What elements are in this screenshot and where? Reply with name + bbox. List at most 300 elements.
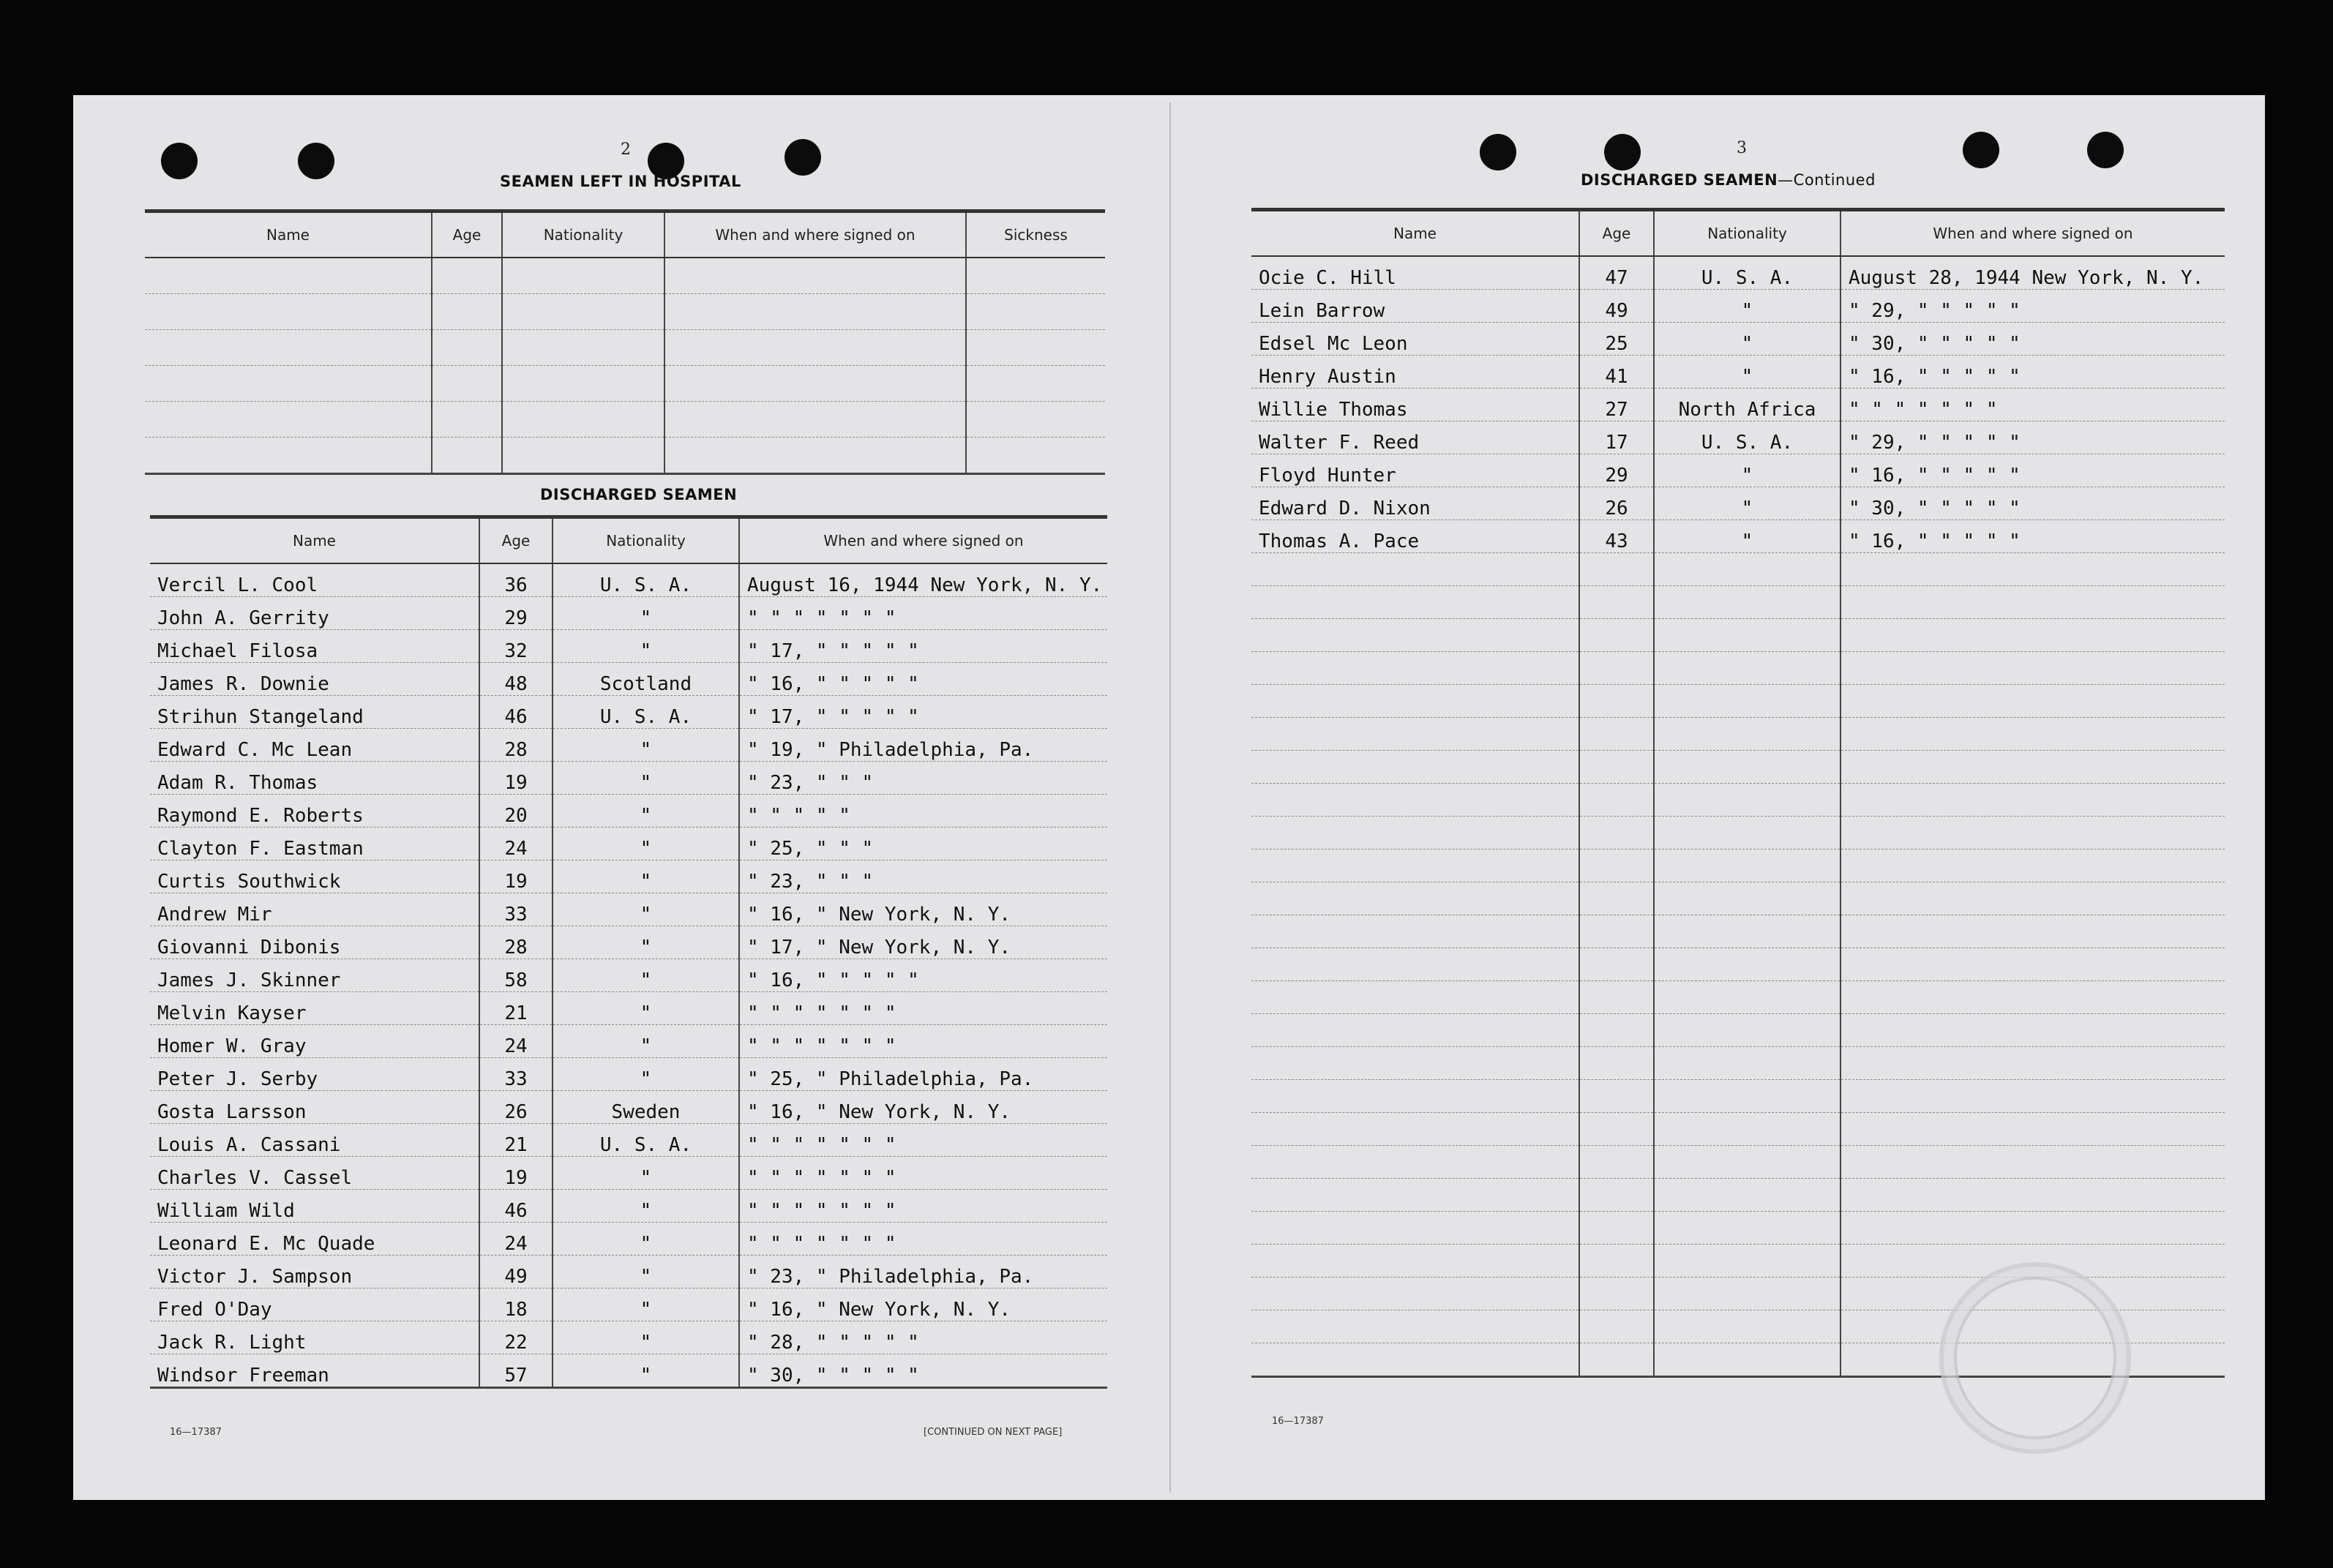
blank-row bbox=[1251, 1146, 2225, 1179]
age-cell: 58 bbox=[479, 959, 553, 992]
name-cell: Giovanni Dibonis bbox=[150, 926, 479, 959]
age-cell bbox=[1579, 1245, 1654, 1278]
age-cell: 46 bbox=[479, 696, 553, 729]
nationality-cell bbox=[1654, 981, 1840, 1014]
nationality-cell bbox=[502, 402, 664, 438]
name-cell: Edsel Mc Leon bbox=[1251, 323, 1579, 356]
table-row bbox=[150, 795, 1107, 828]
punch-hole bbox=[2087, 132, 2124, 168]
signed-on-cell bbox=[1840, 981, 2225, 1014]
signed-on-cell bbox=[1840, 817, 2225, 849]
hospital-table bbox=[145, 209, 1105, 475]
age-cell bbox=[1579, 685, 1654, 718]
name-cell: James J. Skinner bbox=[150, 959, 479, 992]
punch-hole bbox=[1480, 134, 1516, 170]
age-cell bbox=[1579, 915, 1654, 948]
signed-on-cell: " " " " " " " bbox=[739, 1223, 1107, 1256]
nationality-cell bbox=[1654, 817, 1840, 849]
age-cell bbox=[432, 438, 502, 474]
age-cell bbox=[432, 294, 502, 330]
signed-on-cell: August 28, 1944 New York, N. Y. bbox=[1840, 256, 2225, 290]
nationality-cell: " bbox=[553, 926, 739, 959]
blank-row bbox=[145, 366, 1105, 402]
table-row bbox=[150, 959, 1107, 992]
table-row bbox=[150, 926, 1107, 959]
signed-on-cell bbox=[664, 330, 966, 366]
signed-on-cell bbox=[1840, 685, 2225, 718]
name-cell bbox=[1251, 586, 1579, 619]
age-cell bbox=[1579, 1212, 1654, 1245]
signed-on-cell: " 19, " Philadelphia, Pa. bbox=[739, 729, 1107, 762]
name-cell bbox=[1251, 849, 1579, 882]
signed-on-cell bbox=[1840, 1113, 2225, 1146]
nationality-cell: " bbox=[553, 1288, 739, 1321]
signed-on-cell: " 23, " Philadelphia, Pa. bbox=[739, 1256, 1107, 1288]
name-cell: Clayton F. Eastman bbox=[150, 828, 479, 860]
nationality-cell bbox=[1654, 751, 1840, 784]
age-cell: 28 bbox=[479, 926, 553, 959]
nationality-cell: " bbox=[553, 959, 739, 992]
blank-row bbox=[145, 294, 1105, 330]
age-cell: 21 bbox=[479, 992, 553, 1025]
name-cell: Willie Thomas bbox=[1251, 389, 1579, 421]
signed-on-cell: " 16, " New York, N. Y. bbox=[739, 1091, 1107, 1124]
signed-on-cell bbox=[1840, 553, 2225, 586]
signed-on-cell: " 25, " Philadelphia, Pa. bbox=[739, 1058, 1107, 1091]
sickness-cell bbox=[966, 330, 1105, 366]
name-cell bbox=[1251, 751, 1579, 784]
signed-on-cell bbox=[664, 438, 966, 474]
signed-on-cell: " 28, " " " " " bbox=[739, 1321, 1107, 1354]
name-cell: Leonard E. Mc Quade bbox=[150, 1223, 479, 1256]
nationality-cell: " bbox=[553, 597, 739, 630]
age-cell: 27 bbox=[1579, 389, 1654, 421]
name-cell: Windsor Freeman bbox=[150, 1354, 479, 1388]
punch-hole bbox=[1604, 134, 1641, 170]
age-cell bbox=[1579, 1113, 1654, 1146]
name-cell bbox=[1251, 1212, 1579, 1245]
name-cell bbox=[145, 402, 432, 438]
signed-on-cell: " 29, " " " " " bbox=[1840, 421, 2225, 454]
name-cell: Lein Barrow bbox=[1251, 290, 1579, 323]
table-row bbox=[1251, 356, 2225, 389]
table-row bbox=[150, 1025, 1107, 1058]
name-cell: Michael Filosa bbox=[150, 630, 479, 663]
sickness-cell bbox=[966, 366, 1105, 402]
nationality-cell bbox=[1654, 1113, 1840, 1146]
age-cell bbox=[1579, 1047, 1654, 1080]
age-cell: 19 bbox=[479, 762, 553, 795]
signed-on-cell: " 29, " " " " " bbox=[1840, 290, 2225, 323]
nationality-cell: " bbox=[553, 630, 739, 663]
signed-on-cell bbox=[1840, 619, 2225, 652]
table-row bbox=[150, 1288, 1107, 1321]
table-row bbox=[150, 1157, 1107, 1190]
nationality-cell bbox=[1654, 1245, 1840, 1278]
nationality-cell bbox=[502, 330, 664, 366]
signed-on-cell: " " " " " bbox=[739, 795, 1107, 828]
name-cell bbox=[1251, 553, 1579, 586]
nationality-cell: " bbox=[553, 828, 739, 860]
table-row bbox=[150, 696, 1107, 729]
table-row bbox=[1251, 389, 2225, 421]
name-cell bbox=[1251, 1146, 1579, 1179]
age-cell bbox=[1579, 1310, 1654, 1343]
blank-row bbox=[1251, 948, 2225, 981]
signed-on-cell: " 16, " " " " " bbox=[1840, 356, 2225, 389]
blank-row bbox=[1251, 817, 2225, 849]
age-cell: 28 bbox=[479, 729, 553, 762]
table-row bbox=[150, 1058, 1107, 1091]
form-number: 16—17387 bbox=[170, 1427, 222, 1438]
table-row bbox=[150, 860, 1107, 893]
table-row bbox=[150, 828, 1107, 860]
age-cell: 29 bbox=[1579, 454, 1654, 487]
section-title-suffix: —Continued bbox=[1778, 171, 1876, 189]
sickness-cell bbox=[966, 294, 1105, 330]
blank-row bbox=[1251, 751, 2225, 784]
nationality-cell: U. S. A. bbox=[1654, 256, 1840, 290]
signed-on-cell bbox=[1840, 1014, 2225, 1047]
name-cell: Edward D. Nixon bbox=[1251, 487, 1579, 520]
blank-row bbox=[1251, 1080, 2225, 1113]
form-number: 16—17387 bbox=[1272, 1416, 1324, 1427]
age-cell bbox=[1579, 751, 1654, 784]
signed-on-cell bbox=[1840, 1212, 2225, 1245]
signed-on-cell bbox=[664, 366, 966, 402]
name-cell bbox=[1251, 1113, 1579, 1146]
signed-on-cell bbox=[1840, 948, 2225, 981]
age-cell: 49 bbox=[1579, 290, 1654, 323]
nationality-cell: " bbox=[1654, 356, 1840, 389]
nationality-cell bbox=[1654, 948, 1840, 981]
nationality-cell: " bbox=[553, 1025, 739, 1058]
age-cell: 22 bbox=[479, 1321, 553, 1354]
column-header-signed-on: When and where signed on bbox=[739, 517, 1107, 564]
age-cell: 19 bbox=[479, 1157, 553, 1190]
nationality-cell bbox=[1654, 784, 1840, 817]
column-header-age: Age bbox=[479, 517, 553, 564]
blank-row bbox=[1251, 882, 2225, 915]
table-row bbox=[150, 563, 1107, 597]
table-row bbox=[1251, 323, 2225, 356]
age-cell: 43 bbox=[1579, 520, 1654, 553]
section-title-text: DISCHARGED SEAMEN bbox=[1581, 171, 1778, 189]
table-row bbox=[150, 630, 1107, 663]
age-cell bbox=[1579, 948, 1654, 981]
name-cell bbox=[145, 438, 432, 474]
signed-on-cell bbox=[1840, 882, 2225, 915]
signed-on-cell: " 16, " " " " " bbox=[739, 959, 1107, 992]
nationality-cell: Scotland bbox=[553, 663, 739, 696]
age-cell bbox=[1579, 784, 1654, 817]
nationality-cell bbox=[1654, 718, 1840, 751]
column-header-sickness: Sickness bbox=[966, 211, 1105, 258]
table-row bbox=[150, 1124, 1107, 1157]
age-cell bbox=[1579, 1146, 1654, 1179]
signed-on-cell: " " " " " " " bbox=[739, 1025, 1107, 1058]
signed-on-cell: " 30, " " " " " bbox=[1840, 487, 2225, 520]
page-number-left: 2 bbox=[621, 140, 631, 159]
blank-row bbox=[145, 438, 1105, 474]
name-cell bbox=[1251, 948, 1579, 981]
age-cell bbox=[1579, 882, 1654, 915]
nationality-cell bbox=[1654, 586, 1840, 619]
age-cell: 48 bbox=[479, 663, 553, 696]
age-cell: 26 bbox=[479, 1091, 553, 1124]
name-cell: Adam R. Thomas bbox=[150, 762, 479, 795]
table-row bbox=[1251, 256, 2225, 290]
name-cell bbox=[145, 330, 432, 366]
signed-on-cell: " 30, " " " " " bbox=[739, 1354, 1107, 1388]
name-cell bbox=[1251, 619, 1579, 652]
nationality-cell: " bbox=[553, 992, 739, 1025]
nationality-cell: " bbox=[553, 860, 739, 893]
nationality-cell bbox=[1654, 1212, 1840, 1245]
age-cell bbox=[1579, 553, 1654, 586]
nationality-cell bbox=[1654, 915, 1840, 948]
age-cell bbox=[432, 330, 502, 366]
column-header-signed-on: When and where signed on bbox=[664, 211, 966, 258]
nationality-cell bbox=[1654, 1278, 1840, 1310]
table-row bbox=[150, 1190, 1107, 1223]
name-cell bbox=[1251, 915, 1579, 948]
age-cell bbox=[1579, 849, 1654, 882]
table-row bbox=[150, 893, 1107, 926]
age-cell: 33 bbox=[479, 893, 553, 926]
age-cell: 36 bbox=[479, 563, 553, 597]
nationality-cell bbox=[1654, 619, 1840, 652]
table-row bbox=[150, 1256, 1107, 1288]
table-row bbox=[150, 729, 1107, 762]
name-cell: James R. Downie bbox=[150, 663, 479, 696]
nationality-cell bbox=[502, 438, 664, 474]
blank-row bbox=[1251, 915, 2225, 948]
signed-on-cell: " 17, " New York, N. Y. bbox=[739, 926, 1107, 959]
sickness-cell bbox=[966, 438, 1105, 474]
blank-row bbox=[1251, 652, 2225, 685]
nationality-cell: " bbox=[1654, 323, 1840, 356]
name-cell: Charles V. Cassel bbox=[150, 1157, 479, 1190]
name-cell: Thomas A. Pace bbox=[1251, 520, 1579, 553]
signed-on-cell: " 23, " " " bbox=[739, 762, 1107, 795]
age-cell: 24 bbox=[479, 1025, 553, 1058]
age-cell bbox=[1579, 1179, 1654, 1212]
age-cell: 46 bbox=[479, 1190, 553, 1223]
nationality-cell: " bbox=[1654, 454, 1840, 487]
blank-row bbox=[145, 402, 1105, 438]
blank-row bbox=[1251, 1014, 2225, 1047]
punch-hole bbox=[784, 139, 821, 176]
blank-row bbox=[1251, 1179, 2225, 1212]
column-header-name: Name bbox=[1251, 210, 1579, 257]
name-cell bbox=[1251, 1245, 1579, 1278]
name-cell: Victor J. Sampson bbox=[150, 1256, 479, 1288]
age-cell: 49 bbox=[479, 1256, 553, 1288]
age-cell: 33 bbox=[479, 1058, 553, 1091]
signed-on-cell: " " " " " " " bbox=[739, 597, 1107, 630]
age-cell: 57 bbox=[479, 1354, 553, 1388]
name-cell bbox=[1251, 685, 1579, 718]
blank-row bbox=[1251, 586, 2225, 619]
age-cell bbox=[1579, 1278, 1654, 1310]
nationality-cell: " bbox=[553, 893, 739, 926]
age-cell: 18 bbox=[479, 1288, 553, 1321]
table-row bbox=[150, 762, 1107, 795]
table-row bbox=[1251, 487, 2225, 520]
name-cell bbox=[1251, 1310, 1579, 1343]
nationality-cell bbox=[1654, 1014, 1840, 1047]
signed-on-cell: " 17, " " " " " bbox=[739, 696, 1107, 729]
continued-note: [CONTINUED ON NEXT PAGE] bbox=[924, 1427, 1063, 1438]
signed-on-cell: " " " " " " " bbox=[1840, 389, 2225, 421]
blank-row bbox=[1251, 1212, 2225, 1245]
name-cell: Walter F. Reed bbox=[1251, 421, 1579, 454]
column-header-name: Name bbox=[150, 517, 479, 564]
nationality-cell bbox=[1654, 1179, 1840, 1212]
table-row bbox=[150, 1223, 1107, 1256]
column-header-name: Name bbox=[145, 211, 432, 258]
table-row bbox=[150, 663, 1107, 696]
age-cell: 24 bbox=[479, 1223, 553, 1256]
column-header-nationality: Nationality bbox=[502, 211, 664, 258]
nationality-cell: " bbox=[553, 1223, 739, 1256]
nationality-cell bbox=[1654, 849, 1840, 882]
nationality-cell: " bbox=[1654, 487, 1840, 520]
signed-on-cell bbox=[1840, 1179, 2225, 1212]
discharged-table bbox=[150, 515, 1107, 1389]
name-cell: Gosta Larsson bbox=[150, 1091, 479, 1124]
nationality-cell bbox=[1654, 1047, 1840, 1080]
signed-on-cell: " " " " " " " bbox=[739, 1157, 1107, 1190]
name-cell bbox=[1251, 1047, 1579, 1080]
blank-row bbox=[145, 330, 1105, 366]
age-cell bbox=[1579, 981, 1654, 1014]
nationality-cell: North Africa bbox=[1654, 389, 1840, 421]
age-cell bbox=[432, 402, 502, 438]
name-cell bbox=[1251, 1343, 1579, 1377]
punch-hole bbox=[298, 143, 334, 179]
discharged-continued-table bbox=[1251, 208, 2225, 1378]
table-row bbox=[1251, 454, 2225, 487]
nationality-cell: Sweden bbox=[553, 1091, 739, 1124]
name-cell: Jack R. Light bbox=[150, 1321, 479, 1354]
table-row bbox=[150, 1321, 1107, 1354]
signed-on-cell: " " " " " " " bbox=[739, 1190, 1107, 1223]
name-cell: William Wild bbox=[150, 1190, 479, 1223]
signed-on-cell bbox=[1840, 586, 2225, 619]
age-cell bbox=[432, 258, 502, 294]
age-cell: 32 bbox=[479, 630, 553, 663]
name-cell bbox=[145, 294, 432, 330]
signed-on-cell: " 16, " " " " " bbox=[1840, 454, 2225, 487]
age-cell bbox=[1579, 1080, 1654, 1113]
nationality-cell: " bbox=[1654, 520, 1840, 553]
blank-row bbox=[1251, 981, 2225, 1014]
signed-on-cell: " 16, " " " " " bbox=[739, 663, 1107, 696]
age-cell bbox=[432, 366, 502, 402]
nationality-cell: U. S. A. bbox=[553, 563, 739, 597]
blank-row bbox=[1251, 553, 2225, 586]
name-cell: Fred O'Day bbox=[150, 1288, 479, 1321]
nationality-cell bbox=[1654, 685, 1840, 718]
age-cell: 26 bbox=[1579, 487, 1654, 520]
signed-on-cell bbox=[1840, 751, 2225, 784]
signed-on-cell bbox=[1840, 915, 2225, 948]
nationality-cell: " bbox=[553, 1256, 739, 1288]
sickness-cell bbox=[966, 402, 1105, 438]
nationality-cell bbox=[1654, 1343, 1840, 1377]
age-cell: 29 bbox=[479, 597, 553, 630]
nationality-cell: " bbox=[553, 1321, 739, 1354]
name-cell bbox=[1251, 817, 1579, 849]
age-cell: 25 bbox=[1579, 323, 1654, 356]
name-cell bbox=[1251, 1014, 1579, 1047]
age-cell bbox=[1579, 652, 1654, 685]
name-cell bbox=[1251, 1179, 1579, 1212]
blank-row bbox=[1251, 1113, 2225, 1146]
age-cell bbox=[1579, 817, 1654, 849]
blank-row bbox=[1251, 1047, 2225, 1080]
blank-row bbox=[145, 258, 1105, 294]
table-row bbox=[1251, 421, 2225, 454]
punch-hole bbox=[161, 143, 198, 179]
age-cell: 19 bbox=[479, 860, 553, 893]
nationality-cell bbox=[502, 366, 664, 402]
blank-row bbox=[1251, 619, 2225, 652]
page-fold bbox=[1169, 102, 1171, 1493]
nationality-cell bbox=[502, 258, 664, 294]
age-cell bbox=[1579, 1343, 1654, 1377]
age-cell: 41 bbox=[1579, 356, 1654, 389]
age-cell: 47 bbox=[1579, 256, 1654, 290]
nationality-cell bbox=[1654, 1310, 1840, 1343]
signed-on-cell: " 30, " " " " " bbox=[1840, 323, 2225, 356]
signed-on-cell bbox=[1840, 1146, 2225, 1179]
age-cell: 17 bbox=[1579, 421, 1654, 454]
signed-on-cell bbox=[1840, 784, 2225, 817]
name-cell bbox=[145, 366, 432, 402]
discharged-continued-title bbox=[1581, 171, 1876, 189]
signed-on-cell bbox=[664, 402, 966, 438]
signed-on-cell: " 25, " " " bbox=[739, 828, 1107, 860]
sickness-cell bbox=[966, 258, 1105, 294]
hospital-section-title: SEAMEN LEFT IN HOSPITAL bbox=[500, 173, 741, 190]
signed-on-cell bbox=[1840, 1047, 2225, 1080]
nationality-cell: " bbox=[553, 1058, 739, 1091]
name-cell: Strihun Stangeland bbox=[150, 696, 479, 729]
nationality-cell: U. S. A. bbox=[553, 696, 739, 729]
name-cell: Ocie C. Hill bbox=[1251, 256, 1579, 290]
name-cell: Henry Austin bbox=[1251, 356, 1579, 389]
column-header-signed-on: When and where signed on bbox=[1840, 210, 2225, 257]
nationality-cell: U. S. A. bbox=[553, 1124, 739, 1157]
age-cell bbox=[1579, 586, 1654, 619]
signed-on-cell: " " " " " " " bbox=[739, 1124, 1107, 1157]
name-cell bbox=[1251, 1278, 1579, 1310]
nationality-cell: " bbox=[553, 1157, 739, 1190]
table-row bbox=[150, 597, 1107, 630]
name-cell: Peter J. Serby bbox=[150, 1058, 479, 1091]
name-cell: Edward C. Mc Lean bbox=[150, 729, 479, 762]
name-cell: Louis A. Cassani bbox=[150, 1124, 479, 1157]
signed-on-cell: " " " " " " " bbox=[739, 992, 1107, 1025]
name-cell bbox=[1251, 718, 1579, 751]
nationality-cell: " bbox=[553, 762, 739, 795]
nationality-cell: " bbox=[553, 795, 739, 828]
column-header-nationality: Nationality bbox=[553, 517, 739, 564]
name-cell: Raymond E. Roberts bbox=[150, 795, 479, 828]
